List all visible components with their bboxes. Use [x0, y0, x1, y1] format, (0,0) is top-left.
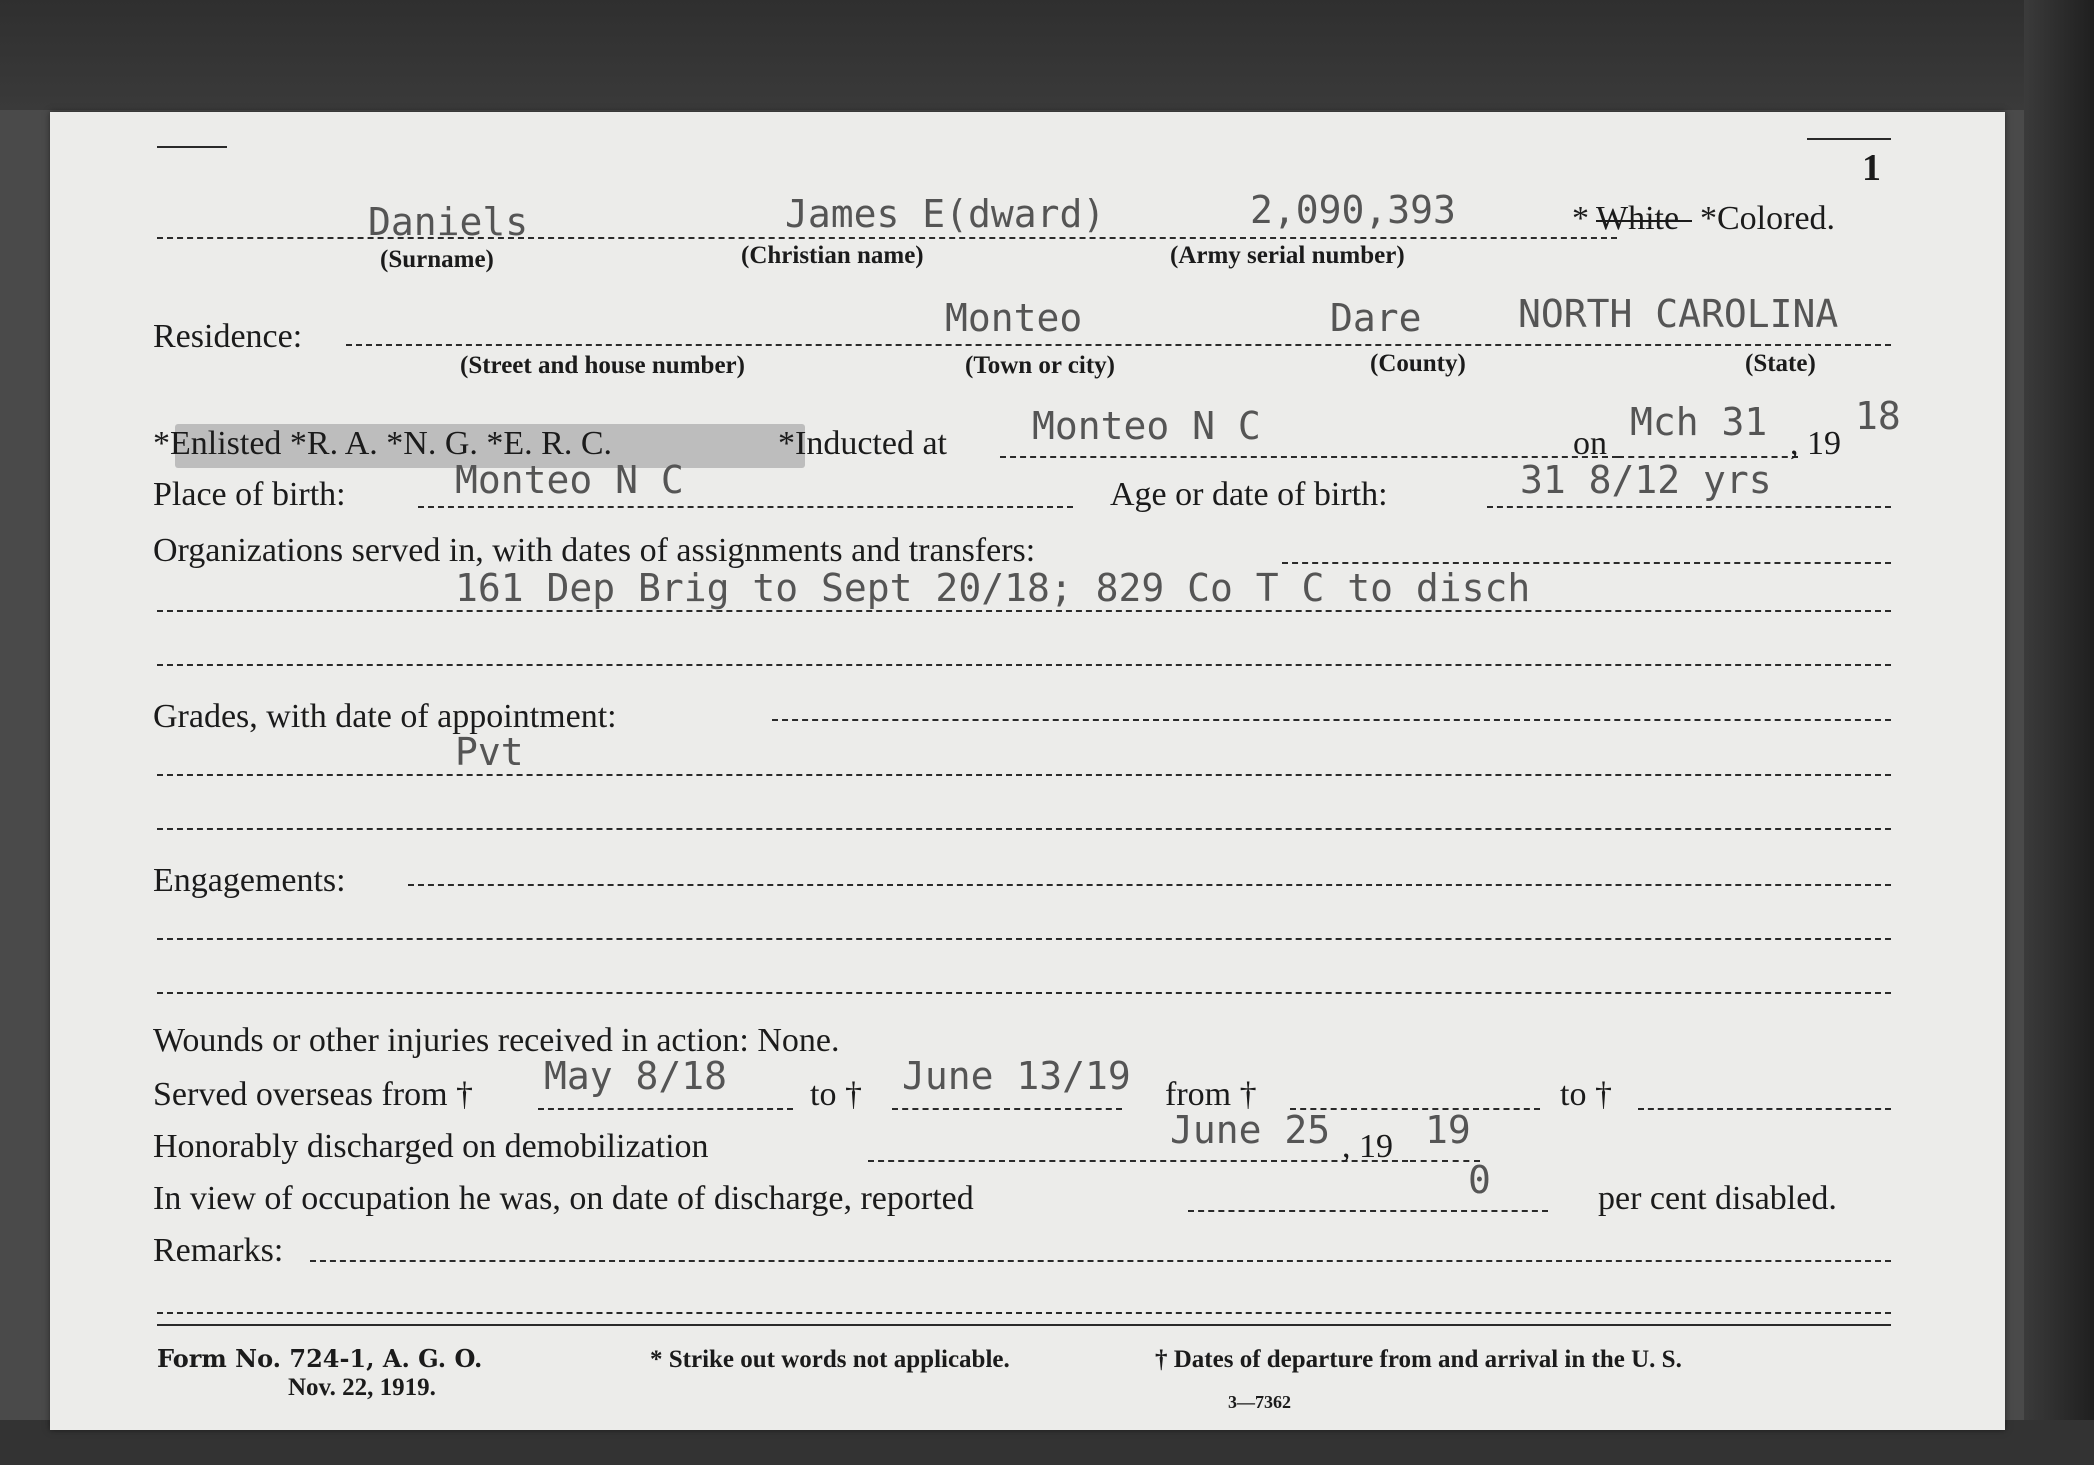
overseas-to-line	[892, 1108, 1122, 1110]
age-value: 31 8/12 yrs	[1520, 458, 1772, 502]
disability-suffix: per cent disabled.	[1598, 1180, 1837, 1217]
organizations-label: Organizations served in, with dates of assignments and transfers:	[153, 532, 1036, 569]
organizations-line-2	[157, 610, 1891, 612]
wounds-label: Wounds or other injuries received in action: None.	[153, 1022, 840, 1059]
remarks-line-1	[310, 1260, 1891, 1262]
grades-line-2	[157, 774, 1891, 776]
grades-value: Pvt	[455, 730, 524, 774]
discharge-date-line	[868, 1160, 1408, 1162]
organizations-value: 161 Dep Brig to Sept 20/18; 829 Co T C to disch	[455, 566, 1531, 610]
disability-percent-value: 0	[1468, 1158, 1491, 1202]
residence-line	[346, 344, 1891, 346]
top-right-rule	[1807, 138, 1891, 140]
town-value: Monteo	[945, 296, 1083, 340]
strike-white	[1596, 220, 1692, 222]
enlisted-options: *Enlisted *R. A. *N. G. *E. R. C.	[153, 425, 613, 462]
birth-place-label: Place of birth:	[153, 476, 346, 513]
race-colored-label: *	[1700, 200, 1717, 237]
engagements-line-3	[157, 992, 1891, 994]
form-date: Nov. 22, 1919.	[288, 1374, 436, 1401]
draft-record-card	[50, 112, 2005, 1430]
grades-label: Grades, with date of appointment:	[153, 698, 617, 735]
card-number: 1	[1862, 147, 1881, 189]
strike-note: * Strike out words not applicable.	[650, 1346, 1010, 1373]
form-number: Form No. 724-1, A. G. O.	[157, 1344, 483, 1373]
grades-line-1	[772, 719, 1891, 721]
remarks-label: Remarks:	[153, 1232, 284, 1269]
street-label: (Street and house number)	[460, 352, 745, 379]
birth-place-line	[418, 506, 1073, 508]
state-label: (State)	[1745, 350, 1816, 377]
overseas-label: Served overseas from †	[153, 1076, 474, 1113]
engagements-label: Engagements:	[153, 862, 346, 899]
scanner-background-top	[0, 0, 2094, 110]
serial-label: (Army serial number)	[1170, 242, 1405, 269]
overseas-from-value: May 8/18	[544, 1054, 728, 1098]
engagements-line-1	[408, 884, 1891, 886]
print-code: 3—7362	[1228, 1392, 1291, 1412]
organizations-line-3	[157, 664, 1891, 666]
race-colored: Colored.	[1717, 200, 1836, 237]
inducted-year-prefix: , 19	[1790, 425, 1841, 462]
serial-value: 2,090,393	[1250, 188, 1456, 232]
race-asterisk-1: *	[1572, 200, 1589, 237]
surname-value: Daniels	[368, 200, 529, 244]
county-label: (County)	[1370, 350, 1466, 377]
footer-rule	[157, 1324, 1891, 1326]
overseas-to-value: June 13/19	[902, 1054, 1131, 1098]
discharge-label: Honorably discharged on demobilization	[153, 1128, 709, 1165]
top-left-rule	[157, 146, 227, 148]
on-label: on	[1573, 425, 1607, 462]
residence-label: Residence:	[153, 318, 303, 355]
grades-line-3	[157, 828, 1891, 830]
overseas-to-label: to †	[810, 1076, 862, 1113]
overseas-to2-label: to †	[1560, 1076, 1612, 1113]
county-value: Dare	[1330, 296, 1422, 340]
birth-place-value: Monteo N C	[455, 458, 684, 502]
inducted-date-value: Mch 31	[1630, 400, 1768, 444]
inducted-year-value: 18	[1855, 394, 1901, 438]
race-white: White	[1596, 200, 1680, 237]
town-label: (Town or city)	[965, 352, 1115, 379]
discharge-year-value: 19	[1425, 1108, 1471, 1152]
inducted-label: *Inducted at	[778, 425, 947, 462]
dagger-note: † Dates of departure from and arrival in the U. S.	[1155, 1346, 1682, 1373]
age-line	[1487, 506, 1891, 508]
discharge-date-value: June 25	[1170, 1108, 1331, 1152]
surname-label: (Surname)	[380, 246, 494, 273]
state-value: NORTH CAROLINA	[1518, 292, 1839, 336]
disability-label: In view of occupation he was, on date of discharge, reported	[153, 1180, 974, 1217]
overseas-from2-label: from †	[1165, 1076, 1257, 1113]
christian-name-label: (Christian name)	[741, 242, 924, 269]
disability-line	[1188, 1210, 1548, 1212]
organizations-line-1	[1282, 562, 1891, 564]
remarks-line-2	[157, 1312, 1891, 1314]
age-label: Age or date of birth:	[1110, 476, 1388, 513]
name-line	[157, 237, 1617, 239]
scanner-background-right	[2024, 0, 2094, 1465]
engagements-line-2	[157, 938, 1891, 940]
overseas-to2-line	[1638, 1108, 1891, 1110]
discharge-year-prefix: , 19	[1342, 1128, 1393, 1165]
christian-name-value: James E(dward)	[785, 192, 1106, 236]
inducted-place-value: Monteo N C	[1032, 404, 1261, 448]
overseas-from-line	[538, 1108, 793, 1110]
